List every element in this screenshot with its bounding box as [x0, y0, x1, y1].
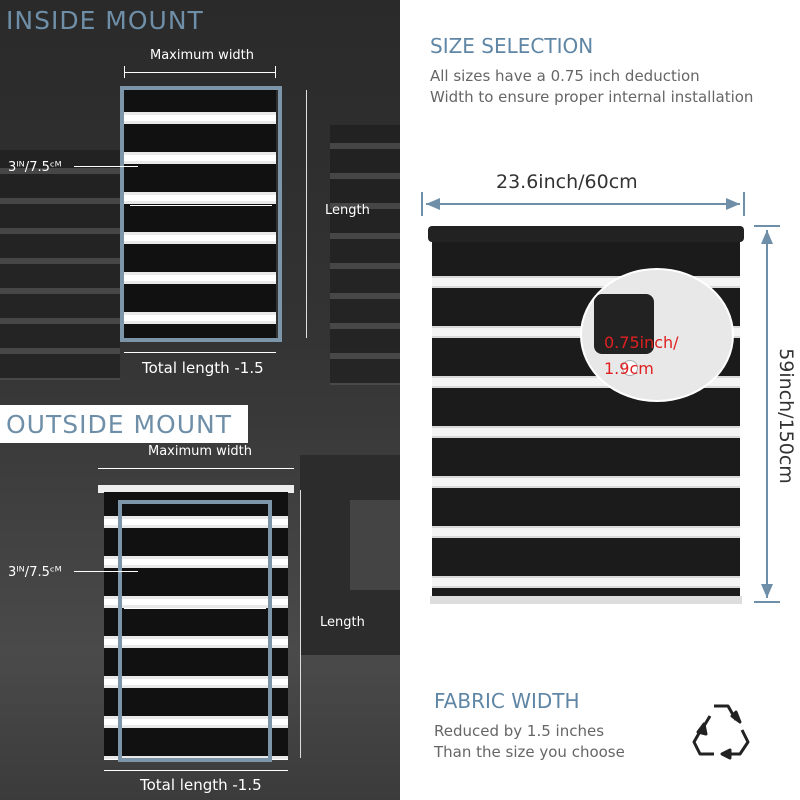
chain-label-1: 0.75inch/ [604, 333, 679, 352]
recycle-icon [690, 698, 752, 760]
inside-window-frame [120, 86, 282, 342]
max-width-line [124, 72, 276, 73]
inside-max-width-label: Maximum width [150, 48, 255, 63]
inside-mount-title: INSIDE MOUNT [6, 6, 204, 35]
total-length-line [104, 770, 288, 771]
furniture [350, 500, 400, 590]
bottom-rail [430, 596, 742, 604]
max-width-line [98, 468, 294, 469]
fabric-width-line1: Reduced by 1.5 inches [434, 722, 605, 740]
height-dimension-label: 59inch/150cm [775, 348, 797, 484]
outside-length-label: Length [320, 615, 365, 630]
width-dimension-label: 23.6inch/60cm [496, 171, 638, 193]
background-blind [0, 150, 120, 380]
outside-depth-label: 3ᴵᴺ/7.5ᶜᴹ [8, 565, 62, 580]
length-line [306, 90, 307, 338]
total-length-line [124, 352, 276, 353]
outside-total-length-label: Total length -1.5 [140, 776, 262, 794]
outside-mount-title: OUTSIDE MOUNT [6, 410, 233, 439]
inside-depth-label: 3ᴵᴺ/7.5ᶜᴹ [8, 160, 62, 175]
max-width-tick [275, 66, 276, 78]
size-selection-title: SIZE SELECTION [430, 34, 594, 58]
outside-max-width-label: Maximum width [148, 444, 253, 459]
fabric-width-line2: Than the size you choose [434, 743, 625, 761]
inside-length-label: Length [325, 203, 370, 218]
inside-width-arrow [130, 205, 272, 206]
outside-window-frame [118, 500, 272, 762]
length-line [300, 490, 301, 758]
size-selection-line1: All sizes have a 0.75 inch deduction [430, 67, 700, 85]
width-arrow [420, 190, 750, 220]
fabric-width-title: FABRIC WIDTH [434, 689, 580, 713]
size-selection-line2: Width to ensure proper internal installation [430, 88, 754, 106]
max-width-tick [124, 66, 125, 78]
inside-total-length-label: Total length -1.5 [142, 359, 264, 377]
head-rail [428, 226, 744, 242]
depth-pointer [74, 571, 138, 572]
depth-pointer [74, 166, 138, 167]
outside-width-arrow [124, 608, 266, 609]
chain-label-2: 1.9cm [604, 359, 654, 378]
background-blind [330, 125, 400, 385]
